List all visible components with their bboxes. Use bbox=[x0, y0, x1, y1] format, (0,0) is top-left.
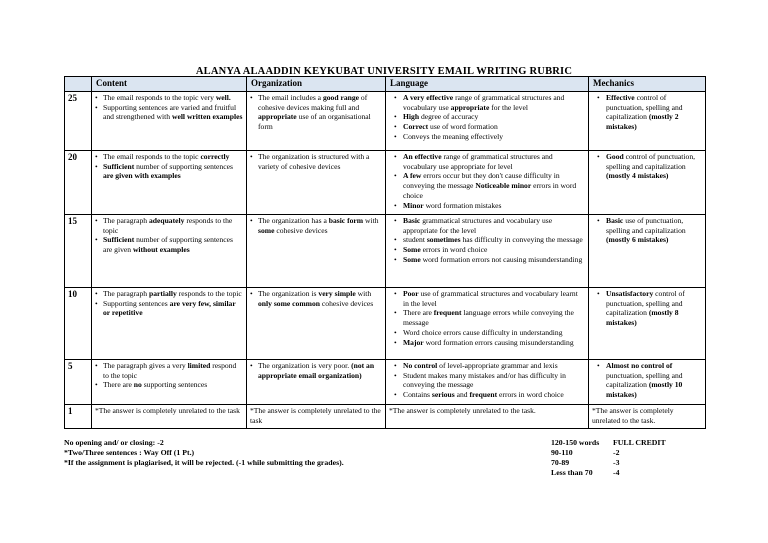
criterion-text: use of punctuation, spelling and capitalization bbox=[606, 215, 686, 235]
criterion-text: of level-appropriate grammar and lexis bbox=[437, 360, 558, 370]
criterion-item bbox=[250, 289, 382, 309]
word-count-row bbox=[551, 468, 666, 478]
criteria-list bbox=[389, 216, 585, 265]
criterion-item bbox=[592, 289, 702, 328]
rubric-title: ALANYA ALAADDIN KEYKUBAT UNIVERSITY EMAIL WRITING RUBRIC bbox=[195, 66, 573, 77]
score-row-25 bbox=[65, 91, 706, 150]
criterion-text: Student makes many mistakes and/or has difficulty in conveying the message bbox=[403, 370, 566, 390]
criterion-emphasis: Good bbox=[606, 151, 624, 161]
criteria-list bbox=[95, 216, 243, 255]
criteria-list bbox=[95, 93, 243, 123]
criterion-text: punctuation, spelling and capitalization bbox=[606, 370, 683, 390]
organization-cell bbox=[247, 287, 386, 359]
criterion-emphasis: (mostly 2 mistakes) bbox=[606, 112, 679, 132]
criterion-emphasis: Sufficient bbox=[103, 161, 135, 171]
criterion-item bbox=[95, 216, 243, 236]
organization-cell bbox=[247, 91, 386, 150]
content-cell bbox=[92, 287, 247, 359]
mechanics-cell bbox=[589, 91, 706, 150]
criterion-emphasis: Almost no control of bbox=[606, 360, 673, 370]
language-cell bbox=[386, 287, 589, 359]
word-count-range: Less than 70 bbox=[551, 468, 593, 478]
criterion-item bbox=[250, 152, 382, 172]
criterion-text: errors in word choice bbox=[497, 390, 564, 400]
criterion-item bbox=[95, 162, 243, 182]
criterion-emphasis: A very effective bbox=[403, 92, 454, 102]
criterion-emphasis: High bbox=[403, 112, 420, 122]
criterion-item bbox=[389, 112, 585, 122]
criteria-list bbox=[592, 361, 702, 400]
criterion-item bbox=[389, 390, 585, 400]
criterion-text: control of punctuation, spelling and capitalization bbox=[606, 288, 685, 318]
mechanics-cell bbox=[589, 287, 706, 359]
criteria-list bbox=[592, 152, 702, 182]
criterion-item bbox=[389, 255, 585, 265]
criterion-text: word formation errors not causing misunderstanding bbox=[420, 255, 583, 265]
criteria-list bbox=[389, 289, 585, 348]
language-header: Language bbox=[386, 77, 589, 92]
criterion-text: degree of accuracy bbox=[419, 112, 479, 122]
criteria-list bbox=[250, 93, 382, 132]
mechanics-cell bbox=[589, 359, 706, 404]
criterion-text: for the level bbox=[489, 102, 528, 112]
score-row-15 bbox=[65, 214, 706, 287]
criterion-item bbox=[389, 171, 585, 201]
criterion-emphasis: (mostly 8 mistakes) bbox=[606, 308, 679, 328]
criterion-emphasis: sometimes bbox=[426, 235, 461, 245]
criteria-list bbox=[250, 216, 382, 236]
criterion-text: errors in word choice bbox=[420, 245, 488, 255]
criterion-item bbox=[389, 152, 585, 172]
criterion-item bbox=[592, 361, 702, 400]
criterion-text: use of grammatical structures and vocabulary learnt in the level bbox=[403, 288, 578, 308]
criterion-text: The paragraph bbox=[103, 215, 149, 225]
criterion-emphasis: Correct bbox=[403, 122, 429, 132]
criterion-emphasis: A few bbox=[403, 171, 422, 181]
criterion-item bbox=[389, 361, 585, 371]
criterion-emphasis: Major bbox=[403, 337, 424, 347]
note-opening-closing: No opening and/ or closing: -2 bbox=[64, 438, 164, 447]
language-cell bbox=[386, 214, 589, 287]
criterion-text: There are bbox=[103, 380, 134, 390]
criterion-emphasis: Minor bbox=[403, 200, 424, 210]
criterion-text: with bbox=[355, 288, 372, 298]
criteria-list bbox=[389, 361, 585, 400]
content-cell bbox=[92, 359, 247, 404]
criteria-list bbox=[389, 93, 585, 142]
criterion-item bbox=[592, 152, 702, 182]
criterion-text: range of grammatical structures and vocabulary use bbox=[403, 92, 565, 112]
criterion-emphasis: partially bbox=[148, 288, 177, 298]
criterion-emphasis: Noticeable minor bbox=[475, 181, 532, 191]
criterion-text: and bbox=[454, 390, 470, 400]
criterion-emphasis: correctly bbox=[200, 151, 230, 161]
word-count-range: 90-110 bbox=[551, 448, 573, 458]
criterion-text: The organization has a bbox=[258, 215, 329, 225]
criterion-emphasis: An effective bbox=[403, 151, 442, 161]
criteria-list bbox=[95, 152, 243, 182]
criterion-item bbox=[389, 93, 585, 113]
criteria-list bbox=[250, 289, 382, 309]
criterion-emphasis: well written examples bbox=[171, 112, 243, 122]
content-header: Content bbox=[92, 77, 247, 92]
criterion-text: The email includes a bbox=[258, 92, 323, 102]
criterion-text: with bbox=[363, 215, 379, 225]
penalty-notes bbox=[64, 438, 344, 468]
criterion-emphasis: appropriate bbox=[450, 102, 490, 112]
criterion-emphasis: are given with examples bbox=[103, 171, 181, 181]
criterion-text: respond to the topic bbox=[103, 360, 237, 380]
language-cell bbox=[386, 91, 589, 150]
criterion-text: of cohesive devices making full and bbox=[258, 92, 368, 112]
content-cell bbox=[92, 150, 247, 214]
criterion-emphasis: (mostly 4 mistakes) bbox=[606, 171, 669, 181]
criterion-emphasis: Effective bbox=[606, 92, 635, 102]
criterion-text: language errors while conveying the message bbox=[403, 308, 574, 328]
criterion-emphasis: (not an appropriate email organization) bbox=[258, 360, 375, 380]
score-row-20 bbox=[65, 150, 706, 214]
score-row-5 bbox=[65, 359, 706, 404]
language-cell: *The answer is completely unrelated to the task. bbox=[386, 404, 589, 428]
criterion-emphasis: adequately bbox=[148, 215, 185, 225]
criterion-item bbox=[389, 371, 585, 391]
note-plagiarism: *If the assignment is plagiarised, it will be rejected. (-1 while submitting the grades). bbox=[64, 458, 344, 468]
criterion-text: Supporting sentences are varied and fruitful and strengthened with bbox=[103, 102, 237, 122]
word-count-row bbox=[551, 438, 666, 448]
criterion-emphasis: Some bbox=[403, 245, 421, 255]
criteria-list bbox=[592, 93, 702, 132]
mechanics-cell bbox=[589, 214, 706, 287]
mechanics-cell bbox=[589, 150, 706, 214]
criterion-emphasis: very simple bbox=[318, 288, 356, 298]
criterion-emphasis: Basic bbox=[403, 215, 421, 225]
criterion-item bbox=[389, 338, 585, 348]
criterion-text: errors in word choice bbox=[403, 181, 577, 201]
language-cell bbox=[386, 359, 589, 404]
criterion-text: word formation mistakes bbox=[423, 200, 502, 210]
content-cell: *The answer is completely unrelated to the task bbox=[92, 404, 247, 428]
criterion-text: The organization is bbox=[258, 288, 319, 298]
score-header bbox=[65, 77, 92, 92]
criterion-item bbox=[95, 361, 243, 381]
criterion-text: grammatical structures and vocabulary use appropriate for the level bbox=[403, 215, 553, 235]
criterion-text: errors occur but they don't cause difficulty in conveying the message bbox=[403, 171, 560, 191]
criterion-emphasis: limited bbox=[187, 360, 211, 370]
criterion-text: range of grammatical structures and vocabulary use appropriate for level bbox=[403, 151, 553, 171]
criterion-item bbox=[95, 103, 243, 123]
criteria-list bbox=[250, 152, 382, 172]
criterion-item bbox=[95, 299, 243, 319]
criterion-text: There are bbox=[403, 308, 434, 318]
word-count-deduction: FULL CREDIT bbox=[613, 438, 666, 447]
criterion-text: The email responds to the topic bbox=[103, 151, 201, 161]
criterion-item bbox=[95, 93, 243, 103]
criterion-emphasis: Basic bbox=[606, 215, 624, 225]
criterion-emphasis: good range bbox=[322, 92, 360, 102]
criterion-text: supporting sentences bbox=[141, 380, 208, 390]
criterion-item bbox=[389, 245, 585, 255]
language-cell bbox=[386, 150, 589, 214]
criterion-text: has difficulty in conveying the message bbox=[460, 235, 583, 245]
rubric-table bbox=[64, 76, 706, 429]
criterion-emphasis: No control bbox=[403, 360, 438, 370]
criteria-list bbox=[389, 152, 585, 211]
criteria-list bbox=[592, 289, 702, 328]
header-row bbox=[65, 77, 706, 92]
score-cell: 15 bbox=[65, 214, 92, 287]
criterion-emphasis: some bbox=[258, 225, 275, 235]
criterion-text: control of punctuation, spelling and capitalization bbox=[606, 151, 696, 171]
criteria-list bbox=[250, 361, 382, 381]
criterion-emphasis: frequent bbox=[469, 390, 498, 400]
criterion-emphasis: Sufficient bbox=[103, 235, 135, 245]
criterion-emphasis: Unsatisfactory bbox=[606, 288, 654, 298]
criterion-text: The organization is structured with a variety of cohesive devices bbox=[258, 151, 370, 171]
criterion-emphasis: are very few, similar or repetitive bbox=[103, 298, 236, 318]
word-count-range: 70-89 bbox=[551, 458, 570, 468]
score-cell: 25 bbox=[65, 91, 92, 150]
score-cell: 10 bbox=[65, 287, 92, 359]
criterion-item bbox=[95, 152, 243, 162]
note-sentences: *Two/Three sentences : Way Off (1 Pt.) bbox=[64, 448, 195, 458]
criterion-text: Contains bbox=[403, 390, 432, 400]
criterion-text: use of word formation bbox=[428, 122, 498, 132]
criterion-item bbox=[389, 328, 585, 338]
criterion-emphasis: Poor bbox=[403, 288, 419, 298]
criterion-text: responds to the topic bbox=[103, 215, 233, 235]
word-count-deduction: -3 bbox=[613, 458, 620, 468]
content-cell bbox=[92, 91, 247, 150]
word-count-range: 120-150 words bbox=[551, 438, 600, 447]
criterion-item bbox=[592, 216, 702, 246]
criterion-text: Conveys the meaning effectively bbox=[403, 132, 504, 142]
criteria-list bbox=[95, 361, 243, 391]
criterion-item bbox=[389, 235, 585, 245]
criterion-text: Word choice errors cause difficulty in understanding bbox=[403, 328, 563, 338]
criterion-emphasis: basic form bbox=[328, 215, 364, 225]
score-row-1 bbox=[65, 404, 706, 428]
criterion-text: number of supporting sentences are given bbox=[103, 235, 233, 255]
criterion-emphasis: (mostly 10 mistakes) bbox=[606, 380, 683, 400]
criterion-emphasis: no bbox=[133, 380, 142, 390]
criterion-item bbox=[95, 235, 243, 255]
word-count-deduction: -4 bbox=[613, 468, 620, 478]
criterion-emphasis: serious bbox=[431, 390, 455, 400]
criterion-item bbox=[389, 201, 585, 211]
criterion-item bbox=[95, 380, 243, 390]
criterion-emphasis: without examples bbox=[132, 245, 190, 255]
criterion-text: control of punctuation, spelling and capitalization bbox=[606, 92, 683, 122]
organization-header: Organization bbox=[247, 77, 386, 92]
criterion-item bbox=[389, 216, 585, 236]
criterion-item bbox=[592, 93, 702, 132]
criteria-list bbox=[592, 216, 702, 246]
criterion-item bbox=[389, 308, 585, 328]
organization-cell bbox=[247, 150, 386, 214]
criterion-text: The organization is very poor. bbox=[258, 360, 352, 370]
criteria-list bbox=[95, 289, 243, 319]
criterion-emphasis: well. bbox=[215, 92, 231, 102]
criterion-item bbox=[95, 289, 243, 299]
organization-cell bbox=[247, 214, 386, 287]
mechanics-header: Mechanics bbox=[589, 77, 706, 92]
content-cell bbox=[92, 214, 247, 287]
criterion-text: The paragraph bbox=[103, 288, 149, 298]
criterion-item bbox=[389, 289, 585, 309]
criterion-text: word formation errors causing misunderstanding bbox=[423, 337, 574, 347]
criterion-item bbox=[250, 216, 382, 236]
criterion-item bbox=[389, 132, 585, 142]
criterion-text: student bbox=[403, 235, 427, 245]
criterion-text: The paragraph gives a very bbox=[103, 360, 188, 370]
criterion-item bbox=[250, 361, 382, 381]
criterion-text: number of supporting sentences bbox=[134, 161, 233, 171]
organization-cell bbox=[247, 359, 386, 404]
criterion-emphasis: (mostly 6 mistakes) bbox=[606, 235, 669, 245]
criterion-emphasis: only some common bbox=[258, 298, 321, 308]
word-count-deduction: -2 bbox=[613, 448, 620, 458]
score-cell: 20 bbox=[65, 150, 92, 214]
score-cell: 1 bbox=[65, 404, 92, 428]
criterion-text: responds to the topic bbox=[176, 288, 242, 298]
criterion-emphasis: appropriate bbox=[258, 112, 297, 122]
word-count-scale bbox=[551, 438, 666, 479]
criterion-item bbox=[389, 122, 585, 132]
criterion-text: use of an organisational form bbox=[258, 112, 371, 132]
mechanics-cell: *The answer is completely unrelated to the task. bbox=[589, 404, 706, 428]
score-cell: 5 bbox=[65, 359, 92, 404]
criterion-emphasis: frequent bbox=[433, 308, 462, 318]
criterion-emphasis: Some bbox=[403, 255, 421, 265]
criterion-item bbox=[250, 93, 382, 132]
criterion-text: cohesive devices bbox=[274, 225, 328, 235]
criterion-text: The email responds to the topic very bbox=[103, 92, 216, 102]
criterion-text: Supporting sentences bbox=[103, 298, 170, 308]
organization-cell: *The answer is completely unrelated to the task bbox=[247, 404, 386, 428]
word-count-row bbox=[551, 458, 666, 468]
score-row-10 bbox=[65, 287, 706, 359]
criterion-text: cohesive devices bbox=[320, 298, 374, 308]
word-count-row bbox=[551, 448, 666, 458]
